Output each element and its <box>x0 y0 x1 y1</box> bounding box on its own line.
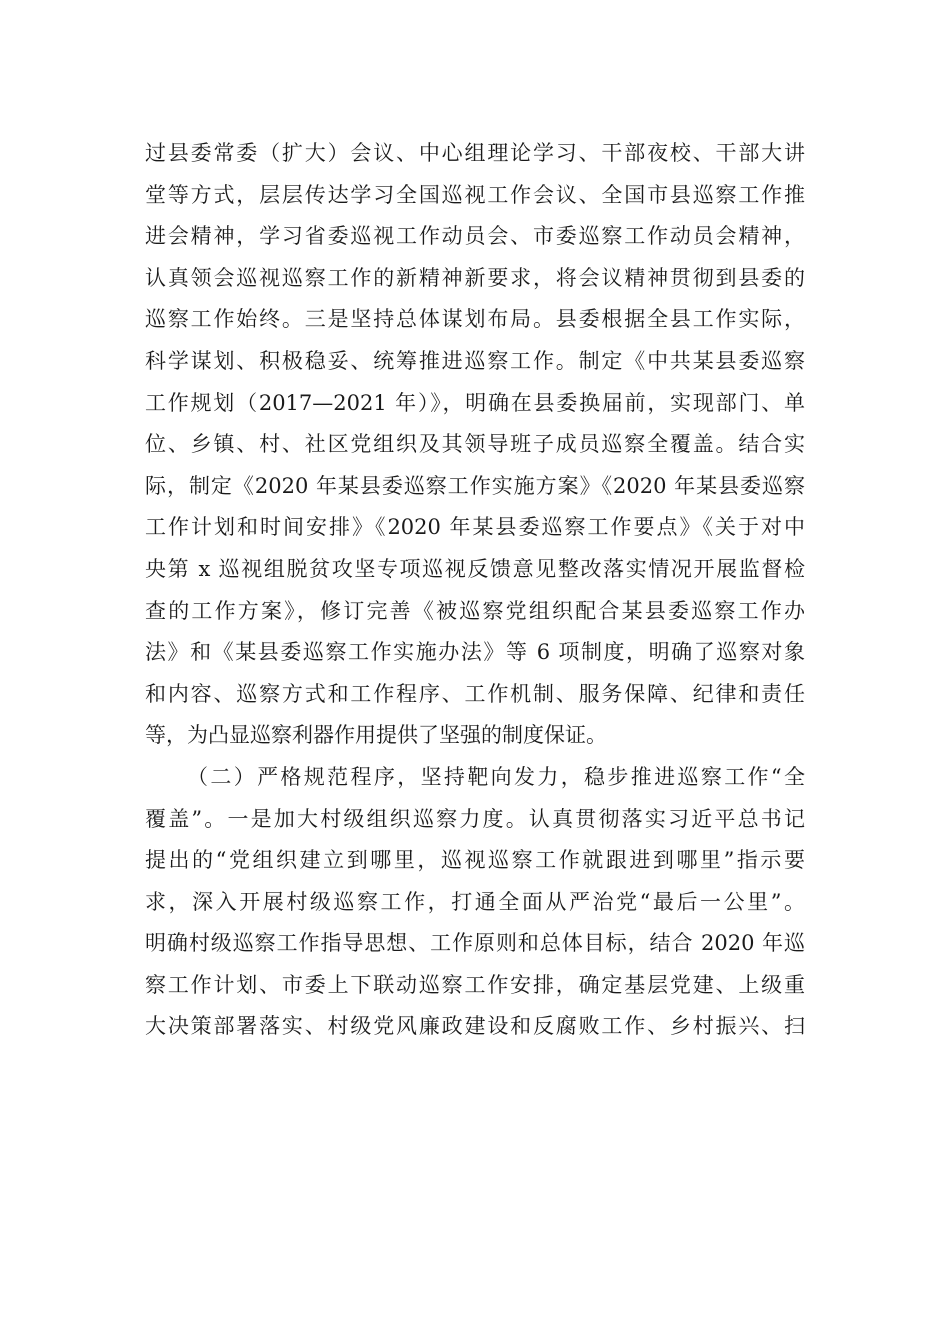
text-line: 认真领会巡视巡察工作的新精神新要求，将会议精神贯彻到县委的 <box>145 265 805 290</box>
text-line: 堂等方式，层层传达学习全国巡视工作会议、全国市县巡察工作推 <box>145 182 805 207</box>
text-line: 工作规划（2017—2021 年）》，明确在县委换届前，实现部门、单 <box>145 390 805 415</box>
text-line: 覆盖”。一是加大村级组织巡察力度。认真贯彻落实习近平总书记 <box>145 806 805 831</box>
text-line: 巡察工作始终。三是坚持总体谋划布局。县委根据全县工作实际， <box>145 307 805 332</box>
text-line: 明确村级巡察工作指导思想、工作原则和总体目标，结合 2020 年巡 <box>145 931 805 956</box>
text-line: 过县委常委（扩大）会议、中心组理论学习、干部夜校、干部大讲 <box>145 141 805 165</box>
text-line: 法》和《某县委巡察工作实施办法》等 6 项制度，明确了巡察对象 <box>145 640 805 665</box>
text-line: 求，深入开展村级巡察工作，打通全面从严治党“最后一公里”。 <box>145 889 805 914</box>
text-line: 和内容、巡察方式和工作程序、工作机制、服务保障、纪律和责任 <box>145 681 805 706</box>
text-line: 提出的“党组织建立到哪里，巡视巡察工作就跟进到哪里”指示要 <box>145 848 805 873</box>
text-line: 进会精神，学习省委巡视工作动员会、市委巡察工作动员会精神， <box>145 224 805 249</box>
text-line: 等，为凸显巡察利器作用提供了坚强的制度保证。 <box>145 723 607 748</box>
paragraph-first-line: （二）严格规范程序，坚持靶向发力，稳步推进巡察工作“全 <box>187 764 805 789</box>
text-line: 科学谋划、积极稳妥、统筹推进巡察工作。制定《中共某县委巡察 <box>145 348 805 373</box>
body-text <box>145 133 805 1048</box>
text-line: 大决策部署落实、村级党风廉政建设和反腐败工作、乡村振兴、扫 <box>145 1014 805 1039</box>
text-line: 央第 x 巡视组脱贫攻坚专项巡视反馈意见整改落实情况开展监督检 <box>145 556 805 581</box>
text-line: 查的工作方案》，修订完善《被巡察党组织配合某县委巡察工作办 <box>145 598 805 623</box>
text-line: 际，制定《2020 年某县委巡察工作实施方案》《2020 年某县委巡察 <box>145 473 805 498</box>
text-line: 工作计划和时间安排》《2020 年某县委巡察工作要点》《关于对中 <box>145 515 805 540</box>
text-line: 位、乡镇、村、社区党组织及其领导班子成员巡察全覆盖。结合实 <box>145 432 805 457</box>
text-line: 察工作计划、市委上下联动巡察工作安排，确定基层党建、上级重 <box>145 972 805 997</box>
